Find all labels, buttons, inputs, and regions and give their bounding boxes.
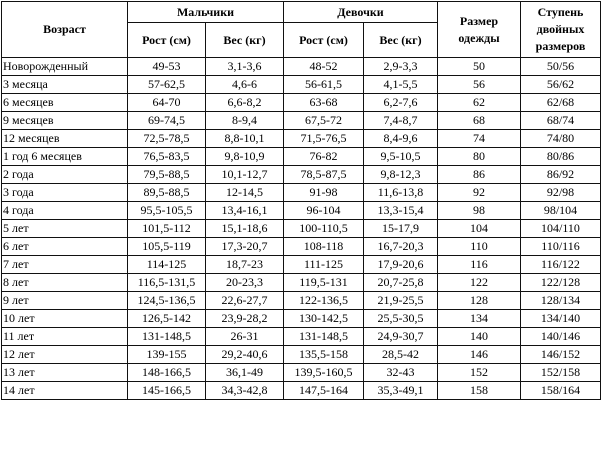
double-step-header-line1: Ступень	[537, 5, 584, 19]
boys-height-cell: 69-74,5	[128, 112, 206, 130]
age-cell: 9 месяцев	[2, 112, 128, 130]
table-row	[2, 274, 601, 292]
girls-height-cell: 122-136,5	[284, 292, 364, 310]
boys-height-cell: 49-53	[128, 58, 206, 76]
double-step-cell: 86/92	[521, 166, 601, 184]
girls-header: Девочки	[284, 2, 438, 23]
table-row	[2, 292, 601, 310]
clothing-size-cell: 50	[438, 58, 521, 76]
age-cell: 5 лет	[2, 220, 128, 238]
boys-height-cell: 148-166,5	[128, 364, 206, 382]
girls-weight-cell: 7,4-8,7	[364, 112, 438, 130]
age-cell: 12 лет	[2, 346, 128, 364]
clothing-size-cell: 140	[438, 328, 521, 346]
clothing-size-cell: 98	[438, 202, 521, 220]
clothing-size-cell: 86	[438, 166, 521, 184]
table-row	[2, 328, 601, 346]
double-step-header-line3: размеров	[535, 39, 586, 53]
clothing-size-cell: 80	[438, 148, 521, 166]
boys-weight-cell: 6,6-8,2	[206, 94, 284, 112]
girls-height-header: Рост (см)	[284, 23, 364, 58]
boys-weight-cell: 12-14,5	[206, 184, 284, 202]
double-step-cell: 104/110	[521, 220, 601, 238]
girls-weight-cell: 9,8-12,3	[364, 166, 438, 184]
double-step-cell: 152/158	[521, 364, 601, 382]
boys-header: Мальчики	[128, 2, 284, 23]
girls-height-cell: 139,5-160,5	[284, 364, 364, 382]
girls-height-cell: 135,5-158	[284, 346, 364, 364]
boys-height-cell: 101,5-112	[128, 220, 206, 238]
clothing-size-cell: 152	[438, 364, 521, 382]
age-cell: 9 лет	[2, 292, 128, 310]
clothing-size-cell: 74	[438, 130, 521, 148]
table-row	[2, 220, 601, 238]
girls-height-cell: 147,5-164	[284, 382, 364, 400]
boys-weight-cell: 9,8-10,9	[206, 148, 284, 166]
boys-height-cell: 126,5-142	[128, 310, 206, 328]
table-row	[2, 112, 601, 130]
size-chart-table	[1, 1, 601, 400]
double-step-cell: 134/140	[521, 310, 601, 328]
girls-weight-cell: 15-17,9	[364, 220, 438, 238]
girls-weight-cell: 24,9-30,7	[364, 328, 438, 346]
clothing-size-cell: 128	[438, 292, 521, 310]
double-step-cell: 92/98	[521, 184, 601, 202]
table-row	[2, 148, 601, 166]
boys-height-cell: 95,5-105,5	[128, 202, 206, 220]
girls-weight-cell: 2,9-3,3	[364, 58, 438, 76]
boys-height-cell: 64-70	[128, 94, 206, 112]
girls-weight-cell: 32-43	[364, 364, 438, 382]
clothing-size-cell: 92	[438, 184, 521, 202]
boys-height-cell: 116,5-131,5	[128, 274, 206, 292]
girls-height-cell: 100-110,5	[284, 220, 364, 238]
double-step-cell: 62/68	[521, 94, 601, 112]
clothing-size-cell: 116	[438, 256, 521, 274]
boys-weight-cell: 17,3-20,7	[206, 238, 284, 256]
table-row	[2, 382, 601, 400]
double-step-header	[521, 2, 601, 58]
girls-height-cell: 48-52	[284, 58, 364, 76]
clothing-size-header	[438, 2, 521, 58]
age-header: Возраст	[2, 2, 128, 58]
boys-weight-cell: 22,6-27,7	[206, 292, 284, 310]
girls-weight-cell: 35,3-49,1	[364, 382, 438, 400]
boys-height-cell: 124,5-136,5	[128, 292, 206, 310]
girls-weight-header: Вес (кг)	[364, 23, 438, 58]
boys-weight-header: Вес (кг)	[206, 23, 284, 58]
table-row	[2, 184, 601, 202]
double-step-cell: 140/146	[521, 328, 601, 346]
clothing-size-cell: 158	[438, 382, 521, 400]
girls-height-cell: 108-118	[284, 238, 364, 256]
girls-height-cell: 63-68	[284, 94, 364, 112]
age-cell: 2 года	[2, 166, 128, 184]
boys-height-header: Рост (см)	[128, 23, 206, 58]
girls-height-cell: 111-125	[284, 256, 364, 274]
boys-weight-cell: 36,1-49	[206, 364, 284, 382]
girls-weight-cell: 25,5-30,5	[364, 310, 438, 328]
boys-weight-cell: 10,1-12,7	[206, 166, 284, 184]
table-row	[2, 238, 601, 256]
boys-height-cell: 139-155	[128, 346, 206, 364]
boys-height-cell: 72,5-78,5	[128, 130, 206, 148]
boys-weight-cell: 3,1-3,6	[206, 58, 284, 76]
boys-height-cell: 131-148,5	[128, 328, 206, 346]
boys-weight-cell: 29,2-40,6	[206, 346, 284, 364]
table-row	[2, 58, 601, 76]
clothing-size-cell: 68	[438, 112, 521, 130]
table-row	[2, 166, 601, 184]
girls-weight-cell: 21,9-25,5	[364, 292, 438, 310]
girls-weight-cell: 11,6-13,8	[364, 184, 438, 202]
age-cell: 12 месяцев	[2, 130, 128, 148]
clothing-size-cell: 56	[438, 76, 521, 94]
girls-weight-cell: 13,3-15,4	[364, 202, 438, 220]
girls-height-cell: 67,5-72	[284, 112, 364, 130]
boys-height-cell: 114-125	[128, 256, 206, 274]
girls-height-cell: 78,5-87,5	[284, 166, 364, 184]
double-step-cell: 116/122	[521, 256, 601, 274]
boys-weight-cell: 13,4-16,1	[206, 202, 284, 220]
age-cell: 3 года	[2, 184, 128, 202]
boys-weight-cell: 23,9-28,2	[206, 310, 284, 328]
age-cell: 4 года	[2, 202, 128, 220]
clothing-size-header-line2: одежды	[458, 30, 500, 45]
boys-weight-cell: 20-23,3	[206, 274, 284, 292]
boys-height-cell: 145-166,5	[128, 382, 206, 400]
table-row	[2, 256, 601, 274]
double-step-cell: 128/134	[521, 292, 601, 310]
girls-height-cell: 130-142,5	[284, 310, 364, 328]
table-row	[2, 364, 601, 382]
table-body	[2, 58, 601, 400]
boys-height-cell: 89,5-88,5	[128, 184, 206, 202]
clothing-size-cell: 110	[438, 238, 521, 256]
double-step-cell: 56/62	[521, 76, 601, 94]
boys-weight-cell: 15,1-18,6	[206, 220, 284, 238]
age-cell: 14 лет	[2, 382, 128, 400]
table-row	[2, 310, 601, 328]
girls-weight-cell: 4,1-5,5	[364, 76, 438, 94]
age-cell: 7 лет	[2, 256, 128, 274]
table-row	[2, 94, 601, 112]
double-step-cell: 80/86	[521, 148, 601, 166]
girls-weight-cell: 8,4-9,6	[364, 130, 438, 148]
clothing-size-cell: 62	[438, 94, 521, 112]
age-cell: 10 лет	[2, 310, 128, 328]
age-cell: Новорожденный	[2, 58, 128, 76]
girls-weight-cell: 28,5-42	[364, 346, 438, 364]
boys-height-cell: 79,5-88,5	[128, 166, 206, 184]
girls-height-cell: 56-61,5	[284, 76, 364, 94]
age-cell: 6 лет	[2, 238, 128, 256]
girls-height-cell: 91-98	[284, 184, 364, 202]
girls-weight-cell: 16,7-20,3	[364, 238, 438, 256]
double-step-cell: 110/116	[521, 238, 601, 256]
boys-weight-cell: 8,8-10,1	[206, 130, 284, 148]
girls-height-cell: 76-82	[284, 148, 364, 166]
girls-weight-cell: 9,5-10,5	[364, 148, 438, 166]
girls-height-cell: 131-148,5	[284, 328, 364, 346]
double-step-header-line2: двойных	[536, 22, 585, 36]
age-cell: 11 лет	[2, 328, 128, 346]
age-cell: 1 год 6 месяцев	[2, 148, 128, 166]
clothing-size-cell: 104	[438, 220, 521, 238]
age-cell: 13 лет	[2, 364, 128, 382]
girls-weight-cell: 6,2-7,6	[364, 94, 438, 112]
age-cell: 3 месяца	[2, 76, 128, 94]
girls-height-cell: 71,5-76,5	[284, 130, 364, 148]
clothing-size-cell: 122	[438, 274, 521, 292]
double-step-cell: 68/74	[521, 112, 601, 130]
age-cell: 6 месяцев	[2, 94, 128, 112]
girls-height-cell: 119,5-131	[284, 274, 364, 292]
boys-height-cell: 76,5-83,5	[128, 148, 206, 166]
clothing-size-cell: 134	[438, 310, 521, 328]
double-step-cell: 122/128	[521, 274, 601, 292]
double-step-cell: 74/80	[521, 130, 601, 148]
table-row	[2, 76, 601, 94]
age-cell: 8 лет	[2, 274, 128, 292]
girls-height-cell: 96-104	[284, 202, 364, 220]
boys-weight-cell: 18,7-23	[206, 256, 284, 274]
table-row	[2, 130, 601, 148]
double-step-cell: 146/152	[521, 346, 601, 364]
boys-height-cell: 105,5-119	[128, 238, 206, 256]
table-row	[2, 202, 601, 220]
boys-weight-cell: 26-31	[206, 328, 284, 346]
boys-weight-cell: 34,3-42,8	[206, 382, 284, 400]
double-step-cell: 98/104	[521, 202, 601, 220]
double-step-cell: 50/56	[521, 58, 601, 76]
girls-weight-cell: 20,7-25,8	[364, 274, 438, 292]
boys-weight-cell: 8-9,4	[206, 112, 284, 130]
girls-weight-cell: 17,9-20,6	[364, 256, 438, 274]
clothing-size-cell: 146	[438, 346, 521, 364]
boys-weight-cell: 4,6-6	[206, 76, 284, 94]
table-row	[2, 346, 601, 364]
clothing-size-header-line1: Размер	[459, 13, 499, 28]
double-step-cell: 158/164	[521, 382, 601, 400]
boys-height-cell: 57-62,5	[128, 76, 206, 94]
